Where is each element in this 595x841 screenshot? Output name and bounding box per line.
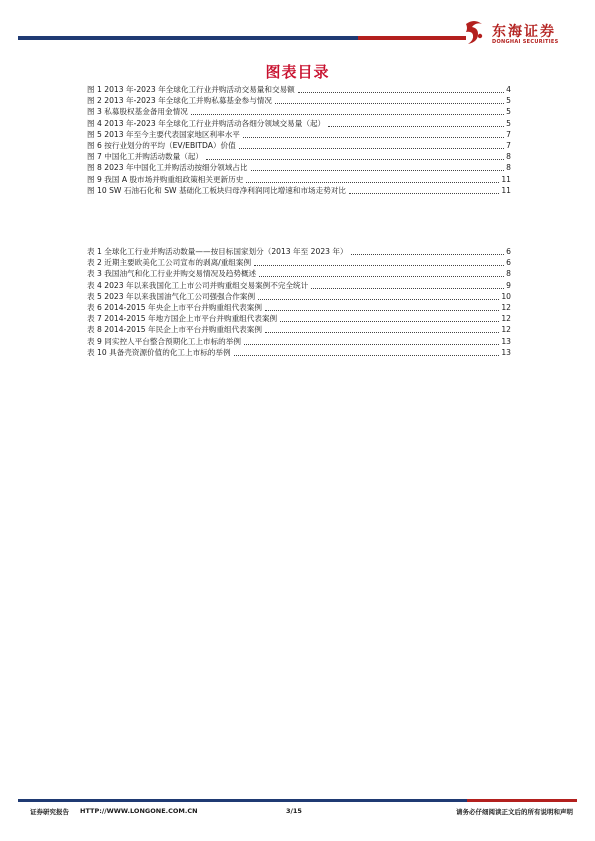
figure-entry-label: 图 2 2013 年-2023 年全球化工并购私募基金参与情况 bbox=[87, 96, 272, 106]
figure-entry-page-number: 5 bbox=[506, 96, 511, 106]
dot-leader bbox=[298, 92, 504, 93]
footer-website-link[interactable]: HTTP://WWW.LONGONE.COM.CN bbox=[80, 807, 198, 815]
table-entry-label: 表 2 近期主要欧美化工公司宣布的剥离/重组案例 bbox=[87, 258, 252, 268]
table-entry[interactable] bbox=[87, 346, 511, 358]
figure-entry-page-number: 8 bbox=[506, 163, 511, 173]
table-entry-page-number: 12 bbox=[501, 325, 511, 335]
table-entry[interactable] bbox=[87, 301, 511, 313]
table-entry-page-number: 13 bbox=[501, 336, 511, 346]
figure-entry-page-number: 5 bbox=[506, 118, 511, 128]
figure-entry[interactable] bbox=[87, 83, 511, 95]
figure-entry[interactable] bbox=[87, 139, 511, 151]
footer-disclaimer: 请务必仔细阅读正文后的所有说明和声明 bbox=[456, 808, 573, 816]
figure-entry-label: 图 4 2013 年-2023 年全球化工行业并购活动各细分领域交易量（起） bbox=[87, 118, 326, 128]
figure-entry-label: 图 7 中国化工并购活动数量（起） bbox=[87, 152, 203, 162]
table-entry[interactable] bbox=[87, 279, 511, 291]
figure-entry[interactable] bbox=[87, 150, 511, 162]
table-entry-page-number: 10 bbox=[501, 291, 511, 301]
table-entry-label: 表 6 2014-2015 年央企上市平台并购重组代表案例 bbox=[87, 303, 262, 312]
dot-leader bbox=[246, 182, 499, 183]
dot-leader bbox=[328, 126, 504, 127]
dot-leader bbox=[349, 193, 499, 194]
dot-leader bbox=[258, 299, 499, 300]
table-entry-page-number: 6 bbox=[506, 258, 511, 268]
table-entry[interactable] bbox=[87, 290, 511, 302]
figure-entry[interactable] bbox=[87, 94, 511, 106]
table-entry[interactable] bbox=[87, 256, 511, 268]
table-entry-label: 表 1 全球化工行业并购活动数量——按目标国家划分（2013 年至 2023 年） bbox=[87, 247, 348, 256]
dot-leader bbox=[206, 159, 504, 160]
figure-entry-page-number: 5 bbox=[506, 107, 511, 117]
dot-leader bbox=[265, 310, 499, 311]
table-entry-page-number: 9 bbox=[506, 280, 511, 290]
logo-chinese-name: 东海证券 bbox=[492, 24, 556, 40]
figure-entry-page-number: 7 bbox=[506, 141, 511, 150]
dot-leader bbox=[265, 332, 499, 333]
dot-leader bbox=[191, 114, 504, 115]
dot-leader bbox=[244, 344, 499, 345]
footer-page-number: 3/15 bbox=[286, 807, 302, 815]
table-entry-page-number: 12 bbox=[501, 314, 511, 324]
figure-entry-label: 图 9 我国 A 股市场并购重组政策相关更新历史 bbox=[87, 174, 244, 184]
table-entry-page-number: 13 bbox=[501, 347, 511, 357]
dot-leader bbox=[351, 254, 505, 255]
table-entry-page-number: 6 bbox=[506, 247, 511, 256]
figure-entry-page-number: 11 bbox=[501, 174, 511, 184]
footer-report-type: 证券研究报告 bbox=[30, 808, 69, 816]
logo-english-name: DONGHAI SECURITIES bbox=[492, 39, 559, 45]
figure-entry-page-number: 11 bbox=[501, 185, 511, 195]
logo-mark-icon bbox=[462, 18, 486, 46]
figure-entry[interactable] bbox=[87, 117, 511, 129]
figure-entry[interactable] bbox=[87, 161, 511, 173]
figure-entry-page-number: 7 bbox=[506, 129, 511, 139]
table-entry-label: 表 5 2023 年以来我国油气化工公司强强合作案例 bbox=[87, 291, 256, 301]
table-entry[interactable] bbox=[87, 323, 511, 335]
figure-entry-page-number: 8 bbox=[506, 152, 511, 162]
table-entry-label: 表 10 具备壳资源价值的化工上市标的举例 bbox=[87, 347, 231, 357]
figure-entry[interactable] bbox=[87, 184, 511, 196]
figure-entry-page-number: 4 bbox=[506, 85, 511, 94]
dot-leader bbox=[251, 170, 505, 171]
figure-entry-label: 图 3 私募股权基金备用金情况 bbox=[87, 107, 188, 117]
dot-leader bbox=[234, 355, 500, 356]
table-entry[interactable] bbox=[87, 312, 511, 324]
table-entry-label: 表 3 我国油气和化工行业并购交易情况及趋势概述 bbox=[87, 269, 257, 279]
figure-entry-label: 图 1 2013 年-2023 年全球化工行业并购活动交易量和交易额 bbox=[87, 85, 295, 94]
brand-logo bbox=[462, 18, 580, 48]
table-entry-label: 表 9 同实控人平台整合预期化工上市标的举例 bbox=[87, 336, 241, 346]
figure-entry[interactable] bbox=[87, 173, 511, 185]
table-entry[interactable] bbox=[87, 245, 511, 257]
dot-leader bbox=[311, 288, 504, 289]
figure-entry[interactable] bbox=[87, 128, 511, 140]
table-entry-label: 表 7 2014-2015 年地方国企上市平台并购重组代表案例 bbox=[87, 314, 278, 324]
figure-entry-label: 图 8 2023 年中国化工并购活动按细分领域占比 bbox=[87, 163, 248, 173]
table-entry[interactable] bbox=[87, 267, 511, 279]
dot-leader bbox=[239, 148, 504, 149]
table-entry-page-number: 8 bbox=[506, 269, 511, 279]
dot-leader bbox=[280, 321, 499, 322]
dot-leader bbox=[275, 103, 504, 104]
table-entry[interactable] bbox=[87, 335, 511, 347]
dot-leader bbox=[254, 265, 504, 266]
figure-entry-label: 图 6 按行业划分的平均（EV/EBITDA）价值 bbox=[87, 141, 236, 150]
table-entry-page-number: 12 bbox=[501, 303, 511, 312]
dot-leader bbox=[259, 276, 504, 277]
header-rule bbox=[18, 36, 466, 40]
page-title: 图表目录 bbox=[265, 63, 330, 81]
figure-entry-label: 图 5 2013 年至今主要代表国家地区利率水平 bbox=[87, 129, 240, 139]
figure-entry-label: 图 10 SW 石油石化和 SW 基础化工板块归母净利润同比增速和市场走势对比 bbox=[87, 185, 347, 195]
dot-leader bbox=[243, 137, 504, 138]
table-entry-label: 表 8 2014-2015 年民企上市平台并购重组代表案例 bbox=[87, 325, 262, 335]
footer-rule bbox=[18, 799, 577, 802]
figure-entry[interactable] bbox=[87, 105, 511, 117]
table-entry-label: 表 4 2023 年以来我国化工上市公司并购重组交易案例不完全统计 bbox=[87, 280, 309, 290]
